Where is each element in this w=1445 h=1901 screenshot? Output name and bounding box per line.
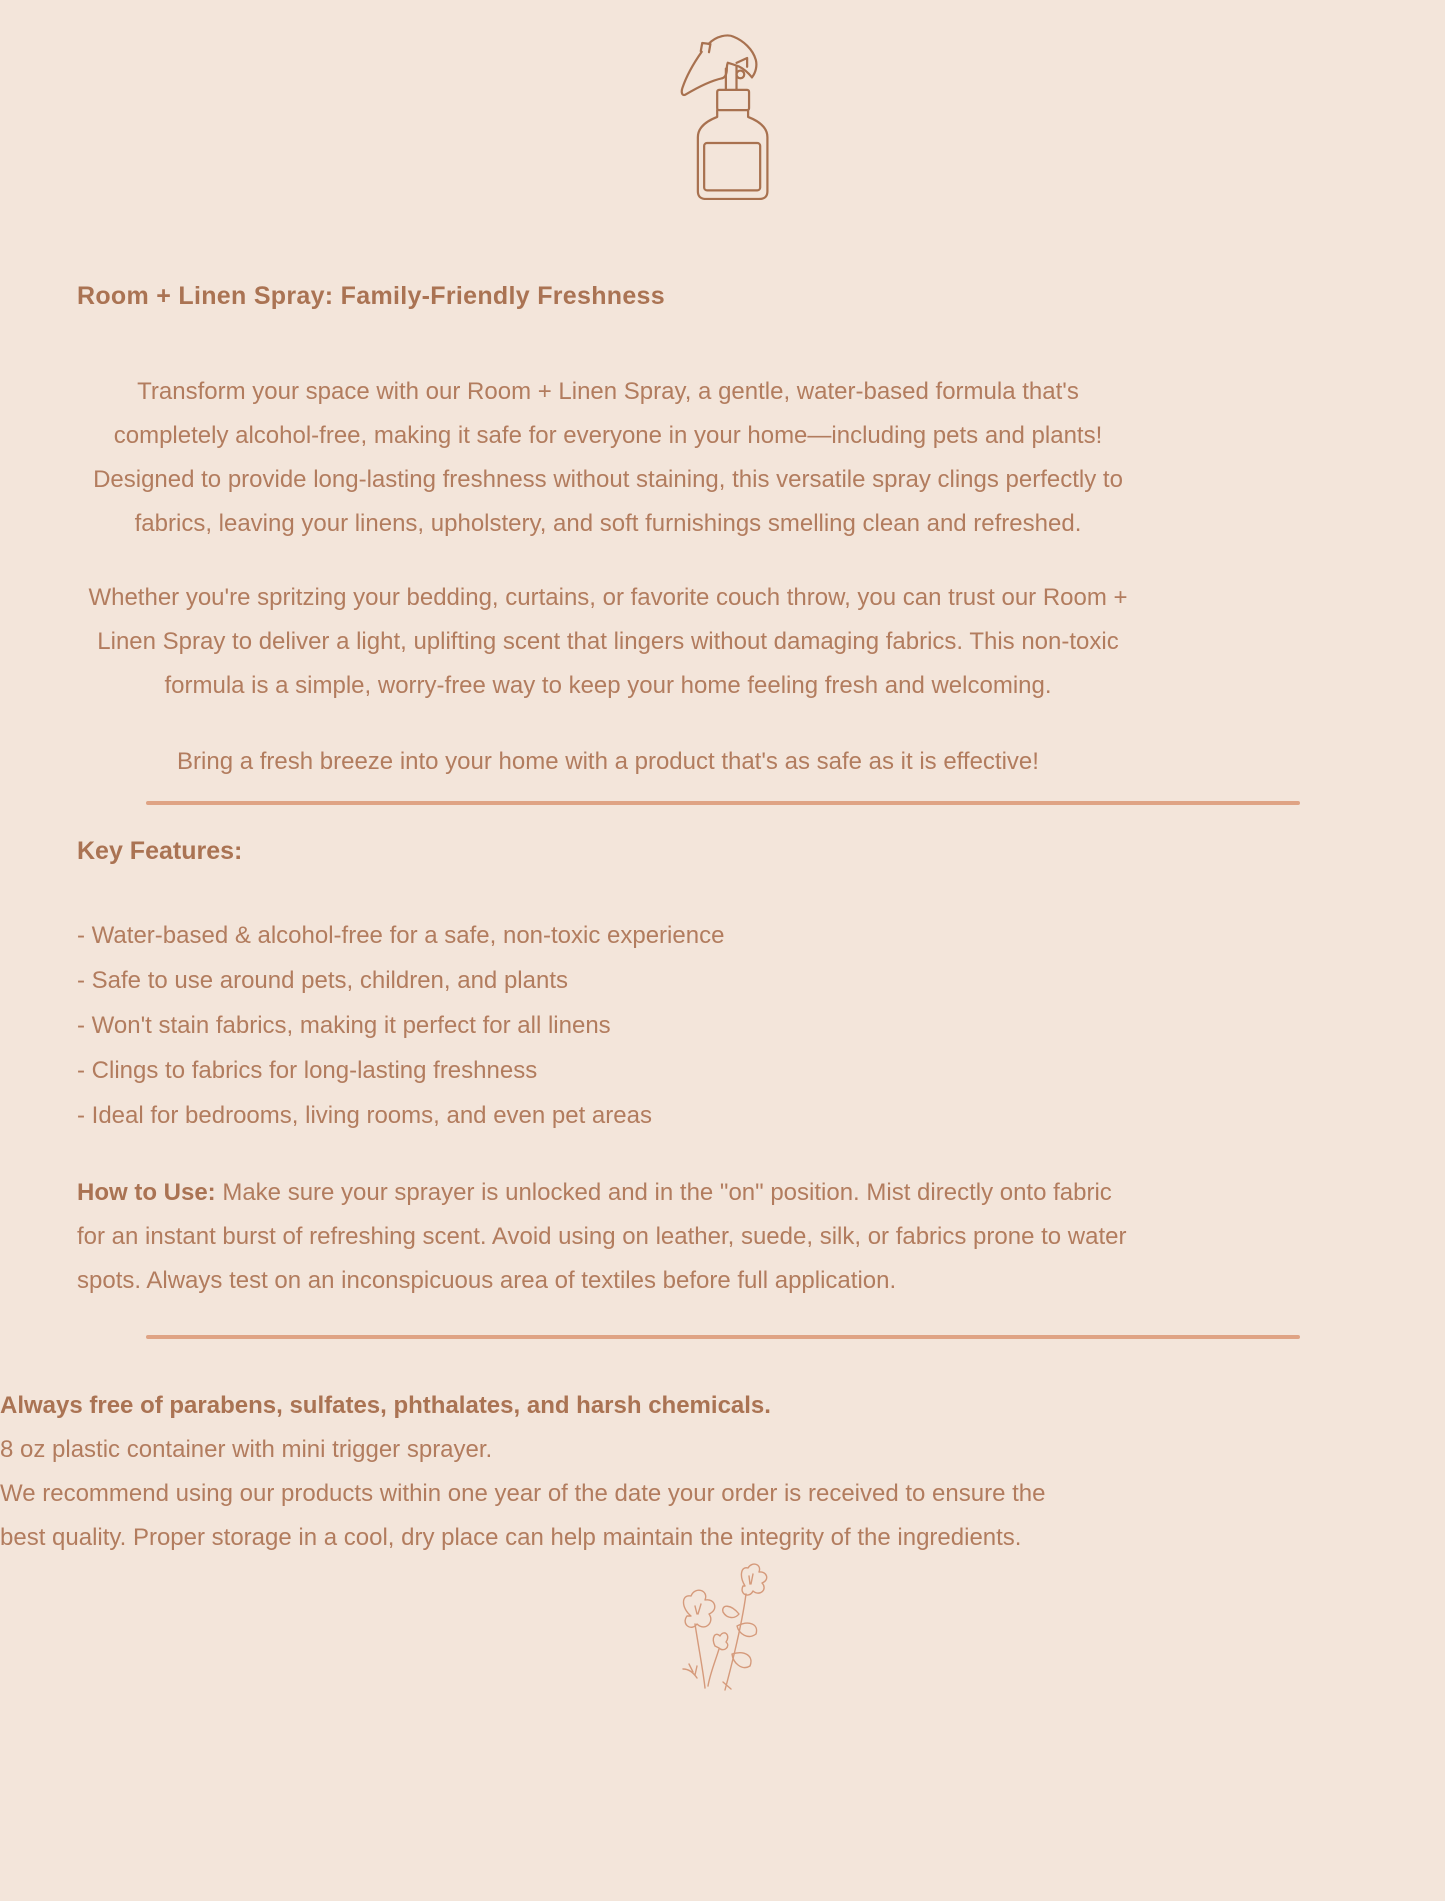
section-divider (146, 801, 1300, 805)
container-line: 8 oz plastic container with mini trigger sprayer. (0, 1436, 493, 1463)
product-description-page (0, 30, 1445, 1901)
how-to-use-label: How to Use: (77, 1179, 216, 1206)
recommendation-line: We recommend using our products within one year of the date your order is received to ensure the best quality. Proper storage in a cool, dry place can help maintain the integrity of the ingredients. (0, 1480, 1046, 1551)
feature-item: - Ideal for bedrooms, living rooms, and even pet areas (77, 1102, 652, 1129)
feature-item: - Won't stain fabrics, making it perfect for all linens (77, 1012, 611, 1039)
feature-item: - Water-based & alcohol-free for a safe, non-toxic experience (77, 922, 725, 949)
section-divider (146, 1335, 1300, 1339)
key-features-heading: Key Features: (77, 837, 243, 865)
free-of-line: Always free of parabens, sulfates, phthalates, and harsh chemicals. (0, 1392, 771, 1419)
intro-paragraph-2: Whether you're spritzing your bedding, curtains, or favorite couch throw, you can trust our Room + Linen Spray to deliver a light, uplifting scent that lingers without damaging fabrics. This non-toxic formula is a simple, worry-free way to keep your home feeling fresh and welcoming. (88, 584, 1128, 699)
feature-item: - Safe to use around pets, children, and plants (77, 967, 568, 994)
intro-paragraph-1: Transform your space with our Room + Linen Spray, a gentle, water-based formula that's completely alcohol-free, making it safe for everyone in your home—including pets and plants! Designed to provide long-lasting freshness without staining, this versatile spray clings perfectly to fabrics, leaving your linens, upholstery, and soft furnishings smelling clean and refreshed. (93, 378, 1123, 537)
how-to-use-text: Make sure your sprayer is unlocked and in the "on" position. Mist directly onto fabric for an instant burst of refreshing scent. Avoid using on leather, suede, silk, or fabrics prone to water spots. Always test on an inconspicuous area of textiles before full application. (77, 1179, 1127, 1294)
product-details (0, 1384, 1062, 1560)
intro-paragraph-3: Bring a fresh breeze into your home with a product that's as safe as it is effective! (177, 748, 1039, 775)
spray-bottle-icon (670, 30, 775, 200)
feature-item: - Clings to fabrics for long-lasting freshness (77, 1057, 538, 1084)
page-title: Room + Linen Spray: Family-Friendly Freshness (77, 282, 665, 310)
key-features-list (77, 913, 1139, 1138)
flowers-icon (653, 1562, 793, 1700)
how-to-use-paragraph (77, 1171, 1139, 1303)
